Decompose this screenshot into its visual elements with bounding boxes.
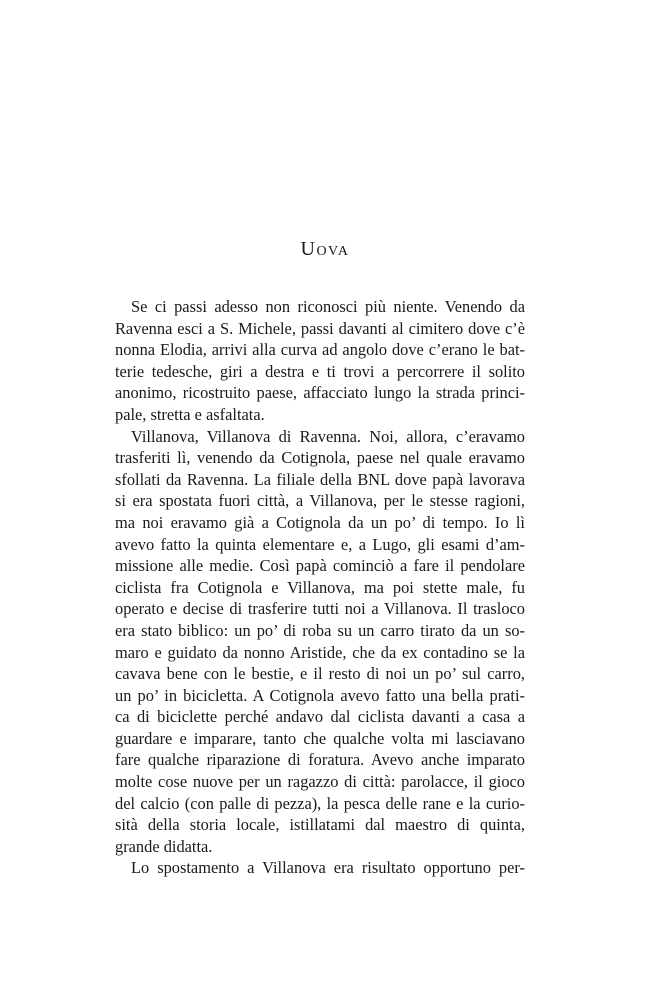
text-line: cavava bene con le bestie, e il resto di noi un po’ sul carro, [115, 664, 525, 684]
text-line: molte cose nuove per un ragazzo di città: parolacce, il gioco [115, 772, 525, 792]
text-line: del calcio (con palle di pezza), la pesca delle rane e la curio- [115, 793, 525, 813]
text-line: pale, stretta e asfaltata. [115, 404, 265, 424]
chapter-title: Uova [300, 238, 350, 260]
text-line: Se ci passi adesso non riconosci più niente. Venendo da [131, 297, 525, 316]
text-line: era stato biblico: un po’ di roba su un carro tirato da un so- [115, 620, 525, 640]
text-line: ca di biciclette perché andavo dal ciclista davanti a casa a [115, 707, 525, 727]
text-line: sità della storia locale, istillatami dal maestro di quinta, [115, 815, 525, 835]
text-line: si era spostata fuori città, a Villanova, per le stesse ragioni, [115, 491, 525, 511]
text-line: un po’ in bicicletta. A Cotignola avevo fatto una bella prati- [115, 685, 525, 705]
text-line: ciclista fra Cotignola e Villanova, ma poi stette male, fu [115, 577, 525, 597]
text-line: fare qualche riparazione di foratura. Avevo anche imparato [115, 750, 525, 770]
text-line: Lo spostamento a Villanova era risultato opportuno per- [131, 858, 525, 878]
text-line: operato e decise di trasferire tutti noi a Villanova. Il trasloco [115, 599, 525, 619]
chapter-body [115, 296, 525, 879]
text-line: Villanova, Villanova di Ravenna. Noi, allora, c’eravamo [131, 426, 525, 446]
text-line: terie tedesche, giri a destra e ti trovi a percorrere il solito [115, 361, 525, 381]
text-line: avevo fatto la quinta elementare e, a Lugo, gli esami d’am- [115, 534, 525, 554]
text-line: missione alle medie. Così papà cominciò a fare il pendolare [115, 556, 525, 576]
text-line: grande didatta. [115, 836, 213, 856]
text-line: guardare e imparare, tanto che qualche volta mi lasciavano [115, 728, 525, 748]
text-line: trasferiti lì, venendo da Cotignola, paese nel quale eravamo [115, 448, 525, 468]
text-line: nonna Elodia, arrivi alla curva ad angolo dove c’erano le bat- [115, 340, 525, 360]
text-line: maro e guidato da nonno Aristide, che da ex contadino se la [115, 642, 525, 662]
text-line: Ravenna esci a S. Michele, passi davanti al cimitero dove c’è [115, 318, 525, 338]
text-line: anonimo, ricostruito paese, affacciato lungo la strada princi- [115, 383, 525, 403]
text-line: sfollati da Ravenna. La filiale della BNL dove papà lavorava [115, 469, 525, 489]
text-line: ma noi eravamo già a Cotignola da un po’ di tempo. Io lì [115, 512, 525, 532]
